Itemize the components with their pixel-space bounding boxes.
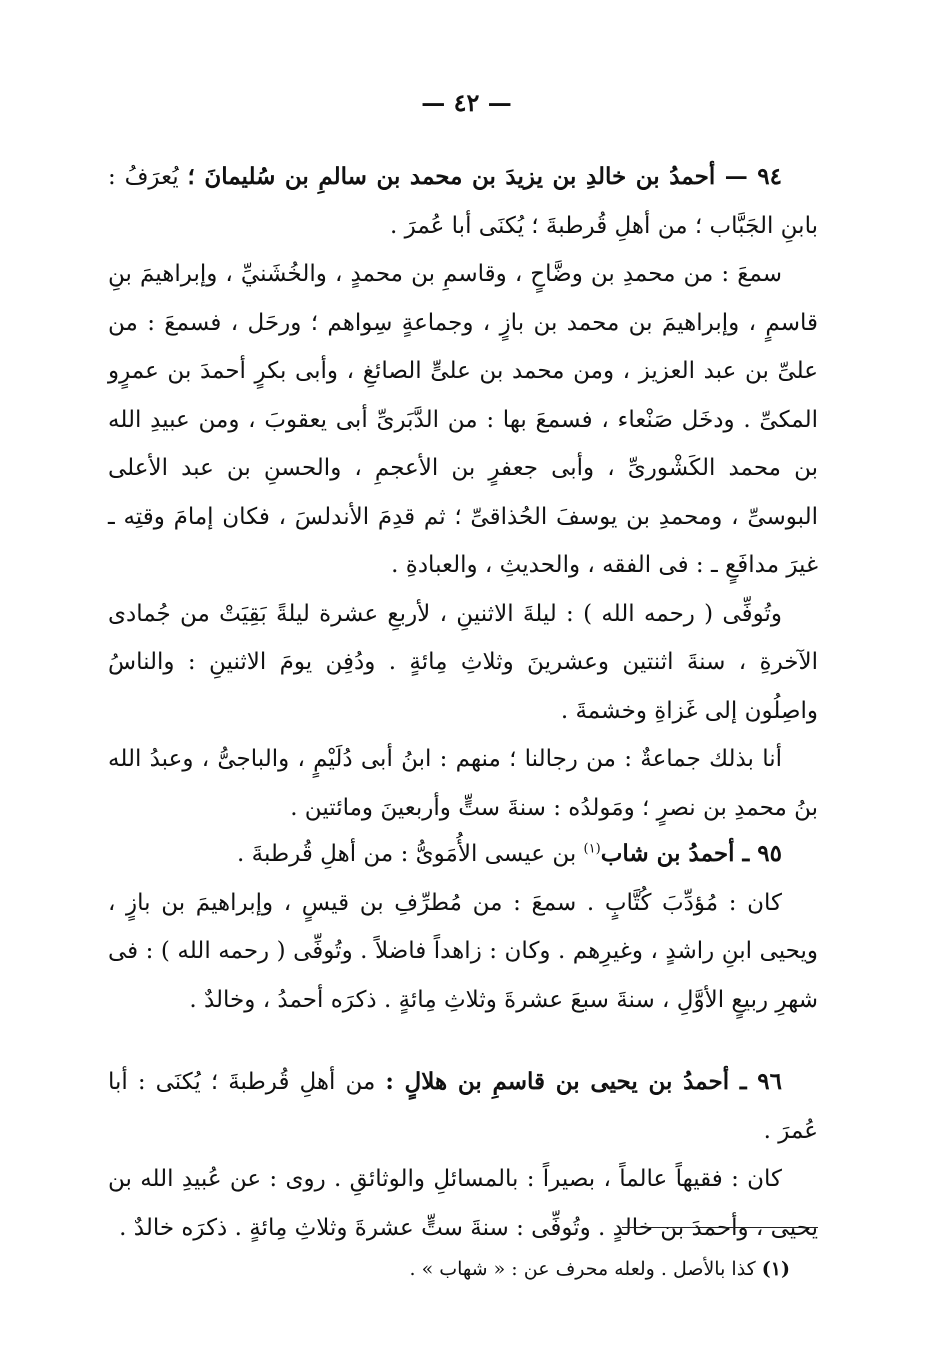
entry-96-intro-text: من أهلِ قُرطبةَ ؛ يُكنَى : أبا عُمرَ . [108,1069,818,1144]
entry-96-heading: ٩٦ ـ أحمدُ بن يحيى بن قاسمِ بن هلالٍ : [385,1068,782,1095]
page-number: — ٤٢ — [421,88,512,117]
entry-94-death: وتُوفِّى ( رحمه الله ) : ليلةَ الاثنينِ ، لأربعِ عشرة ليلةً بَقِيَتْ من جُمادى الآخرةِ ، سنةَ اثنتين وعشرينَ وثلاثِ مِائةٍ . ودُفِن يومَ الاثنينِ : والناسُ واصِلُون إلى غَزاةِ وخشمةَ . [108,600,818,724]
footnote [108,1254,790,1284]
entry-95-bio: كان : مُؤدِّبَ كُتَّابٍ . سمعَ : من مُطرِّفِ بن قيسٍ ، وإبراهيمَ بن بازٍ ، ويحيى ابنِ راشدٍ ، وغيرِهم . وكان : زاهداً فاضلاً . وتُوفِّى ( رحمه الله ) : فى شهرِ ربيعٍ الأوَّلِ ، سنةَ سبعَ عشرةَ وثلاثِ مِائةٍ . ذكرَه أحمدُ ، وخالدٌ . [108,889,818,1013]
footnote-marker: (١) [761,1258,790,1280]
entry-94-intro [108,153,818,250]
entry-94-source: أنا بذلك جماعةٌ : من رجالنا ؛ منهم : ابنُ أبى دُلَيْمٍ ، والباجىُّ ، وعبدُ الله بنُ محمدِ بن نصرٍ ؛ ومَولدُه : سنةَ ستٍّ وأربعينَ ومائتين . [108,746,818,821]
entry-96 [108,1058,818,1252]
entry-96-bio: كان : فقيهاً عالماً ، بصيراً : بالمسائلِ والوثائقِ . روى : عن عُبيدِ الله بن يحيى ، وأحمدَ بن خالدٍ . وتُوفِّى : سنةَ ستٍّ عشرةَ وثلاثِ مِائةٍ . ذكرَه خالدٌ . [108,1166,818,1241]
entry-94-heading: ٩٤ — أحمدُ بن خالدِ بن يزيدَ بن محمد بن سالمِ بن سُليمانَ ؛ [187,163,782,190]
entry-96-intro [108,1058,818,1155]
footnote-reference: (١) [583,841,601,857]
footnote-divider [622,1227,818,1228]
footnote-text: كذا بالأصل . ولعله محرف عن : « شهاب » . [409,1258,756,1280]
entry-94-intro-text: يُعرَفُ : بابنِ الجَبَّاب ؛ من أهلِ قُرطبةَ ؛ يُكنَى أبا عُمرَ . [108,164,818,239]
entry-95-intro-text: بن عيسى الأُمَوىُّ : من أهلِ قُرطبةَ . [236,841,577,867]
entry-95-intro [108,830,818,879]
entry-95 [108,830,818,1024]
entry-94-teachers: سمعَ : من محمدِ بن وضَّاحٍ ، وقاسمِ بن محمدٍ ، والخُشَنيِّ ، وإبراهيمَ بنِ قاسمٍ ، وإبراهيمَ بن محمد بن بازٍ ، وجماعةٍ سِواهم ؛ ورحَل ، فسمعَ : من علىِّ بن عبد العزيز ، ومن محمد بن علىٍّ الصائغِ ، وأبى بكرٍ أحمدَ بن عمرٍو المكىِّ . ودخَل صَنْعاء ، فسمعَ بها : من الدَّبَرىِّ أبى يعقوبَ ، ومن عبيدِ الله بن محمد الكَشْورىِّ ، وأبى جعفرٍ بن الأعجمِ ، والحسنِ بن عبد الأعلى البوسىِّ ، ومحمدِ بن يوسفَ الحُذاقىِّ ؛ ثم قدِمَ الأندلسَ ، فكان إمامَ وقتِه ـ غيرَ مدافَعٍ ـ : فى الفقه ، والحديثِ ، والعبادةِ . [108,261,818,578]
entry-95-heading: ٩٥ ـ أحمدُ بن شاب [600,840,782,867]
entry-94 [108,153,818,832]
